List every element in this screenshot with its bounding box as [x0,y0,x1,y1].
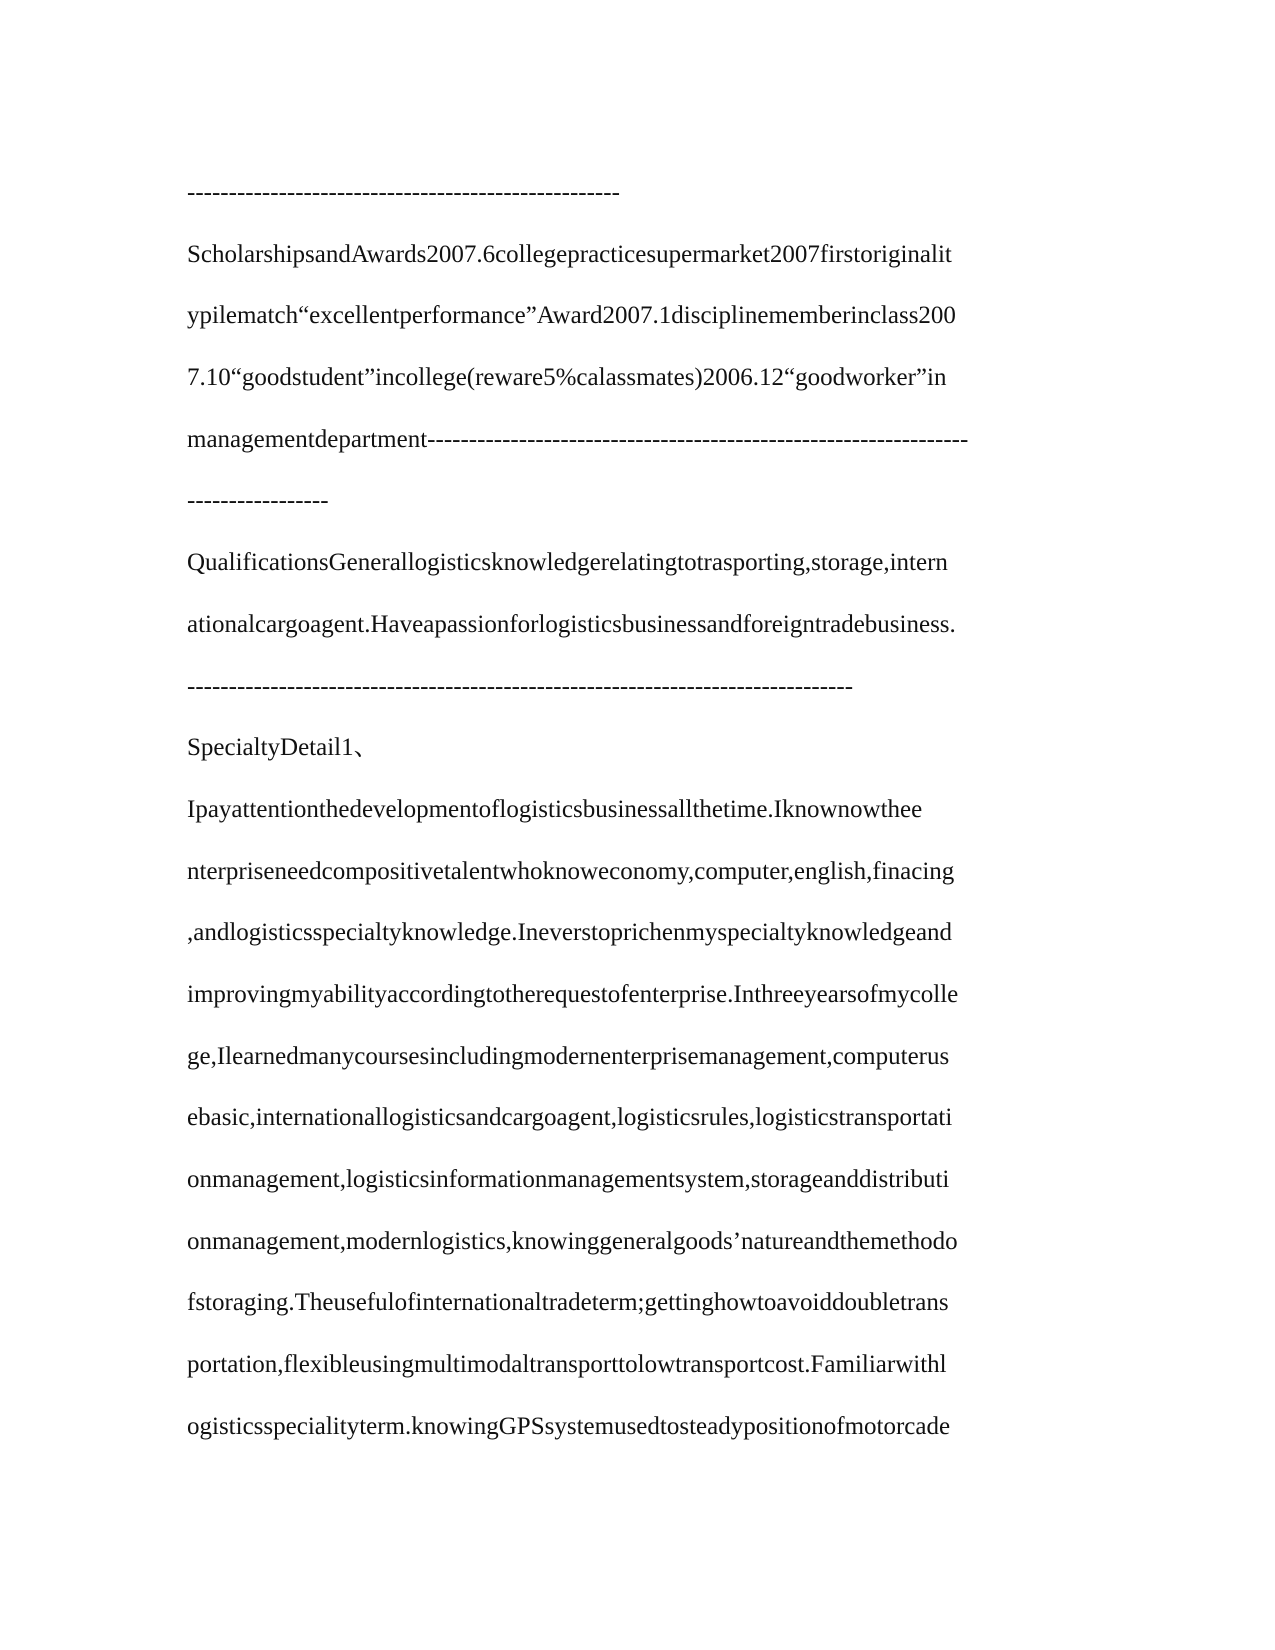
text-line: ationalcargoagent.Haveapassionforlogisticsbusinessandforeigntradebusiness. [187,610,956,638]
text-line: ogisticsspecialityterm.knowingGPSsystemusedtosteadypositionofmotorcade [187,1412,951,1440]
text-line: nterpriseneedcompositivetalentwhoknoweconomy,computer,english,finacing [187,857,955,885]
text-line: Ipayattentionthedevelopmentoflogisticsbusinessallthetime.Iknownowthee [187,795,923,823]
text-line: 7.10“goodstudent”incollege(reware5%calassmates)2006.12“goodworker”in [187,364,947,392]
text-line: fstoraging.Theusefulofinternationaltradeterm;gettinghowtoavoiddoubletrans [187,1289,949,1317]
text-line: ScholarshipsandAwards2007.6collegepracticesupermarket2007firstoriginalit [187,240,952,268]
text-line: portation,flexibleusingmultimodaltransporttolowtransportcost.Familiarwithl [187,1351,947,1379]
text-line: improvingmyabilityaccordingtotherequestofenterprise.Inthreeyearsofmycolle [187,980,959,1008]
text-line: ebasic,internationallogisticsandcargoagent,logisticsrules,logisticstransportati [187,1104,953,1132]
separator-line: -------------------------------------------------------------------------------- [187,672,854,700]
text-line: managementdepartment----------------------------------------------------------------- [187,425,969,453]
separator-line: ----------------- [187,487,329,515]
text-line: ge,Ilearnedmanycoursesincludingmodernenterprisemanagement,computerus [187,1042,950,1070]
text-line: onmanagement,logisticsinformationmanagementsystem,storageanddistributi [187,1166,950,1193]
section-heading: SpecialtyDetail1、 [187,734,379,762]
text-line: ,andlogisticsspecialtyknowledge.Ineverstoprichenmyspecialtyknowledgeand [187,919,953,947]
document-body [187,162,1087,1457]
text-line: ypilematch“excellentperformance”Award2007.1disciplinememberinclass200 [187,302,956,330]
text-line: QualificationsGenerallogisticsknowledgerelatingtotrasporting,storage,intern [187,549,948,577]
separator-line: ---------------------------------------------------- [187,179,620,206]
text-line: onmanagement,modernlogistics,knowinggeneralgoods’natureandthemethodo [187,1227,958,1255]
